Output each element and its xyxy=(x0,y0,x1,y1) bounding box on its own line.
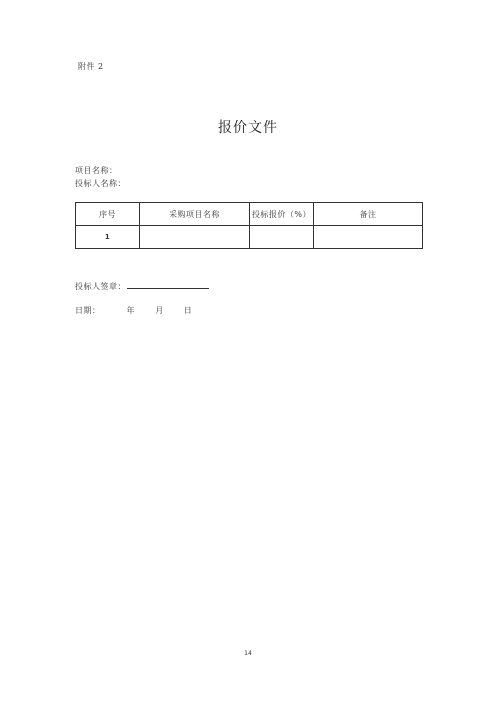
table-row xyxy=(76,226,423,249)
seal-field xyxy=(75,280,209,292)
document-title: 报价文件 xyxy=(218,120,278,136)
cell-project-name xyxy=(140,226,250,249)
year-label: 年 xyxy=(126,306,136,315)
column-header-project-name: 采购项目名称 xyxy=(140,203,250,226)
quote-table xyxy=(75,202,423,249)
project-name-label: 项目名称： xyxy=(75,166,118,175)
date-field xyxy=(75,305,192,316)
cell-remarks xyxy=(314,226,423,249)
seal-signature-line xyxy=(127,280,209,289)
day-label: 日 xyxy=(183,306,193,315)
cell-seq: 1 xyxy=(76,226,140,249)
cell-bid-price xyxy=(250,226,314,249)
page-number: 14 xyxy=(244,650,252,657)
month-label: 月 xyxy=(155,306,164,315)
bidder-name-label: 投标人名称： xyxy=(75,179,126,188)
column-header-bid-price: 投标报价（%） xyxy=(250,203,314,226)
column-header-remarks: 备注 xyxy=(314,203,423,226)
seal-label: 投标人签章： xyxy=(75,282,126,291)
attachment-label: 附件 2 xyxy=(78,62,104,71)
date-label: 日期： xyxy=(75,306,101,315)
column-header-seq: 序号 xyxy=(76,203,140,226)
table-header-row xyxy=(76,203,423,226)
